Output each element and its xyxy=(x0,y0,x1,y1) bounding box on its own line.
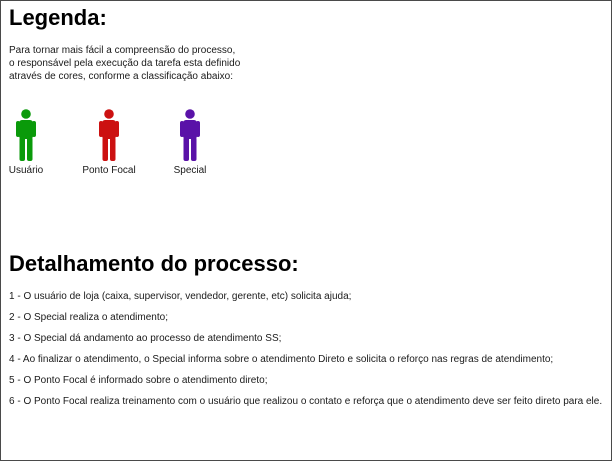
role-label: Usuário xyxy=(8,165,44,176)
process-step: 4 - Ao finalizar o atendimento, o Special informa sobre o atendimento Direto e solicita o reforço nas regras de atendimento; xyxy=(9,354,554,365)
process-step: 3 - O Special dá andamento ao processo de atendimento SS; xyxy=(9,333,282,344)
person-icon xyxy=(16,109,36,161)
person-icon xyxy=(180,109,200,161)
role-label: Special xyxy=(173,165,207,176)
role-label: Ponto Focal xyxy=(82,165,136,176)
legend-intro-line: o responsável pela execução da tarefa esta definido xyxy=(9,58,241,69)
process-step: 5 - O Ponto Focal é informado sobre o atendimento direto; xyxy=(9,375,268,386)
role-usuario xyxy=(0,109,71,177)
process-step: 1 - O usuário de loja (caixa, supervisor, vendedor, gerente, etc) solicita ajuda; xyxy=(9,291,352,302)
person-icon xyxy=(99,109,119,161)
legend-intro-line: através de cores, conforme a classificação abaixo: xyxy=(9,71,233,82)
process-step: 6 - O Ponto Focal realiza treinamento com o usuário que realizou o contato e reforça que o atendimento deve ser feito direto para ele. xyxy=(9,396,603,407)
role-ponto-focal xyxy=(64,109,154,177)
process-title: Detalhamento do processo: xyxy=(9,251,299,276)
process-step: 2 - O Special realiza o atendimento; xyxy=(9,312,168,323)
process-steps-list xyxy=(9,291,609,417)
legend-title: Legenda: xyxy=(9,5,107,30)
legend-intro xyxy=(9,44,309,83)
legend-intro-line: Para tornar mais fácil a compreensão do processo, xyxy=(9,45,236,56)
role-special xyxy=(145,109,235,177)
